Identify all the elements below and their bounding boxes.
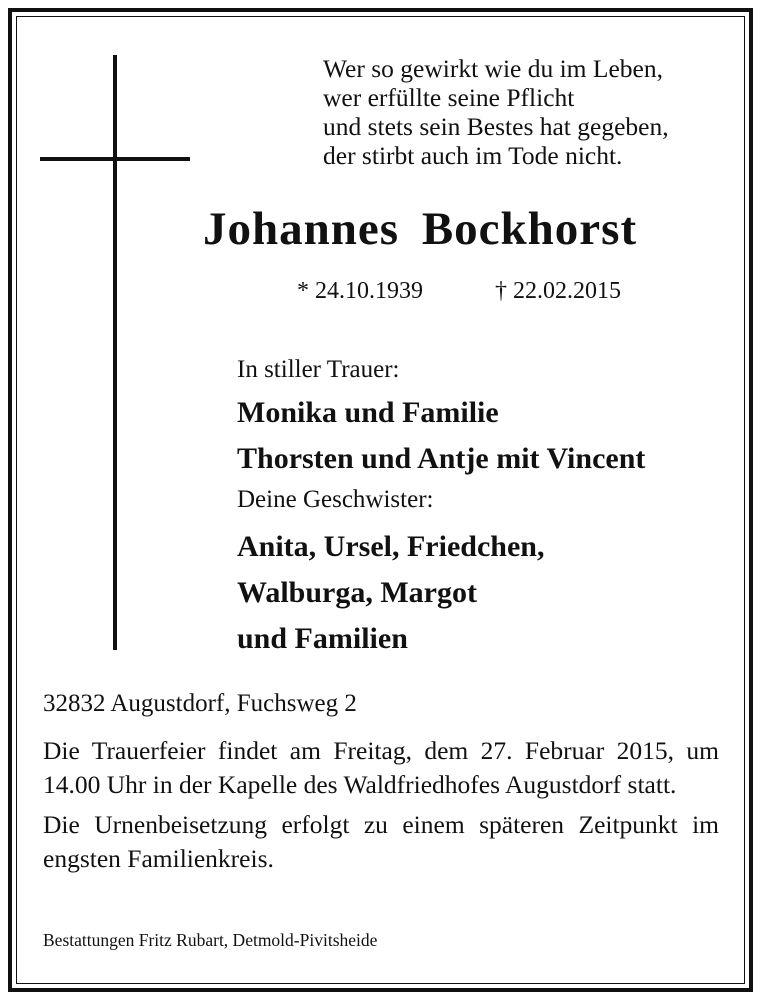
cross-icon-vertical-bar — [113, 55, 117, 650]
death-date: † 22.02.2015 — [495, 278, 621, 304]
siblings-names: Walburga, Margot — [237, 576, 477, 609]
funeral-service-text: Die Trauerfeier findet am Freitag, dem 27. Februar 2015, um 14.00 Uhr in der Kapelle des Waldfriedhofes Augustdorf statt. — [43, 736, 719, 799]
verse-line: wer erfüllte seine Pflicht — [323, 83, 575, 112]
verse-line: der stirbt auch im Tode nicht. — [323, 141, 623, 170]
birth-date: * 24.10.1939 — [297, 278, 423, 304]
siblings-intro: Deine Geschwister: — [237, 486, 434, 513]
deceased-name: Johannes Bockhorst — [203, 203, 638, 255]
memorial-verse — [323, 54, 669, 170]
family-address: 32832 Augustdorf, Fuchsweg 2 — [43, 690, 357, 717]
cross-icon-horizontal-bar — [40, 157, 190, 161]
siblings-names: und Familien — [237, 622, 408, 655]
siblings-names: Anita, Ursel, Friedchen, — [237, 530, 545, 563]
mourners-intro: In stiller Trauer: — [237, 356, 400, 383]
mourner-family: Thorsten und Antje mit Vincent — [237, 442, 646, 475]
mourners-list — [237, 352, 645, 662]
verse-line: Wer so gewirkt wie du im Leben, — [323, 54, 663, 83]
verse-line: und stets sein Bestes hat gegeben, — [323, 112, 669, 141]
funeral-home: Bestattungen Fritz Rubart, Detmold-Pivitsheide — [43, 930, 378, 950]
mourner-family: Monika und Familie — [237, 396, 499, 429]
urn-burial-text: Die Urnenbeisetzung erfolgt zu einem späteren Zeitpunkt im engsten Familienkreis. — [43, 810, 719, 873]
funeral-announcement — [43, 734, 719, 882]
